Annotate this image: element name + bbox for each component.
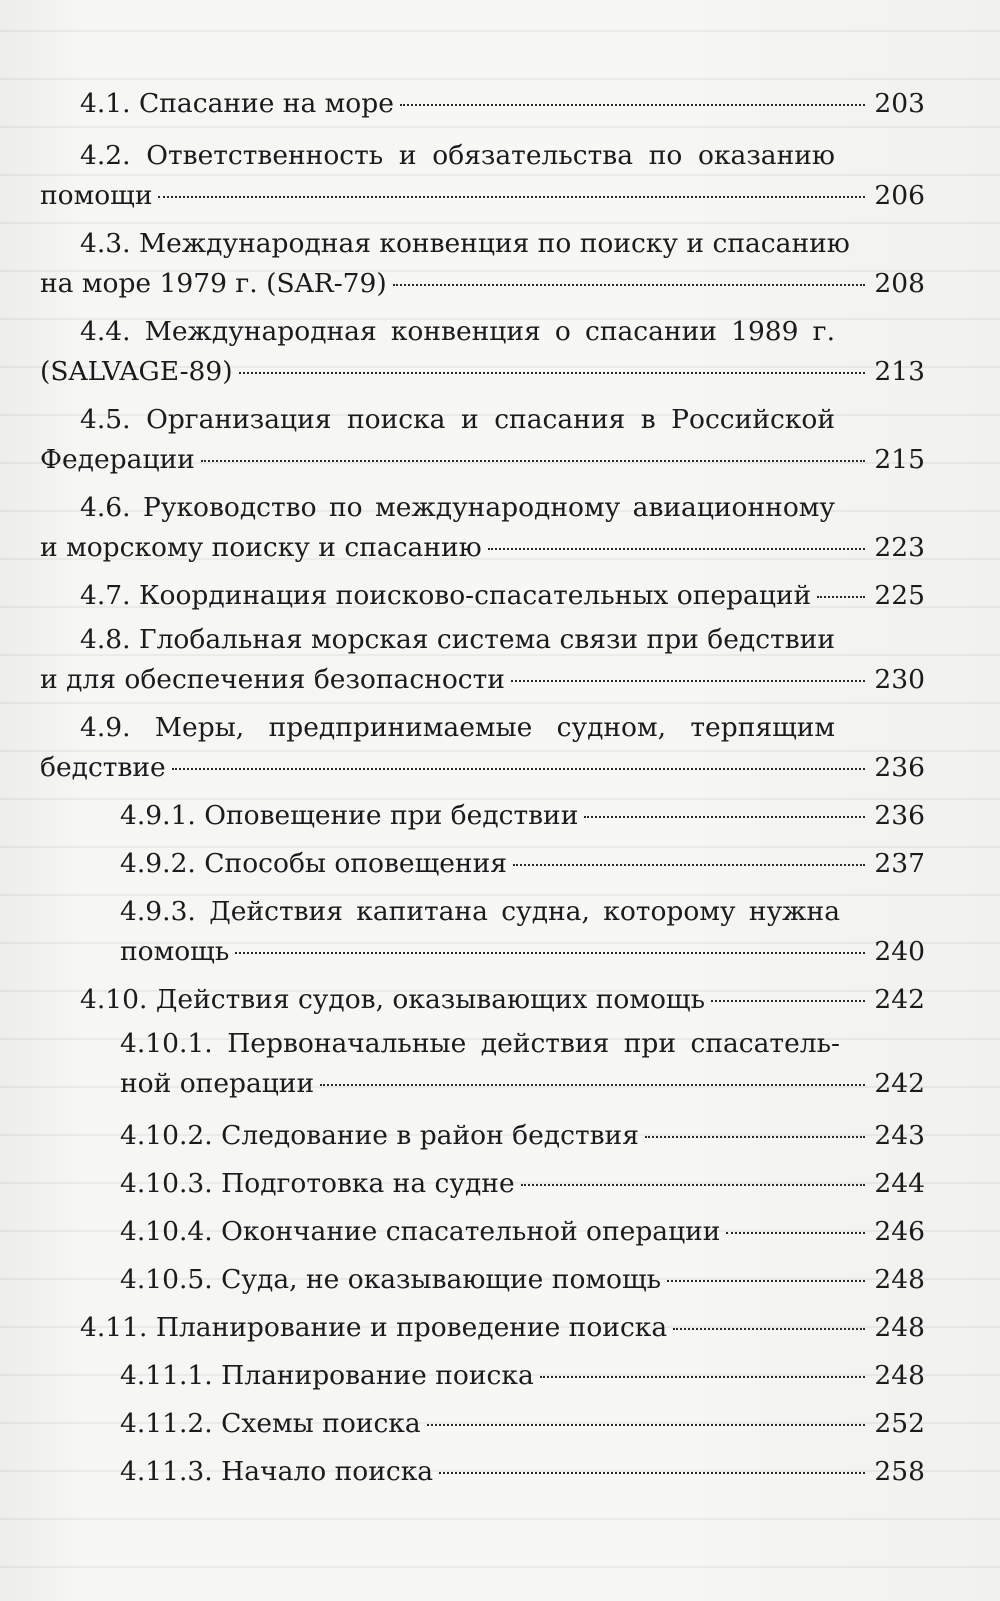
- toc-page: 236: [874, 800, 925, 831]
- toc-title: 4.11. Планирование и проведение поиска: [80, 1312, 668, 1343]
- toc-title: и для обеспечения безопасности: [40, 664, 505, 695]
- toc-page: 206: [874, 180, 925, 211]
- toc-title: 4.1. Спасание на море: [80, 88, 394, 119]
- toc-entry: [40, 1308, 925, 1348]
- toc-page: 208: [874, 268, 925, 299]
- dot-leader: [513, 864, 865, 866]
- toc-title: Федерации: [40, 444, 195, 475]
- toc-title: и морскому поиску и спасанию: [40, 532, 482, 563]
- dot-leader: [584, 816, 865, 818]
- toc-title-line1: 4.6. Руководство по международному авиационному: [80, 492, 835, 523]
- toc-entry: [120, 892, 925, 972]
- toc-page: 246: [874, 1216, 925, 1247]
- toc-title: 4.9.2. Способы оповещения: [120, 848, 507, 879]
- dot-leader: [427, 1424, 865, 1426]
- toc-title-line1: 4.3. Международная конвенция по поиску и спасанию: [80, 228, 850, 259]
- dot-leader: [320, 1084, 865, 1086]
- toc-title-line1: 4.9.3. Действия капитана судна, которому нужна: [120, 896, 840, 927]
- toc-title-line1: 4.4. Международная конвенция о спасании 1989 г.: [80, 316, 835, 347]
- toc-page: 242: [874, 1068, 925, 1099]
- dot-leader: [667, 1280, 865, 1282]
- dot-leader: [201, 460, 865, 462]
- toc-title: ной операции: [120, 1068, 315, 1099]
- toc-title: 4.11.3. Начало поиска: [120, 1456, 434, 1487]
- toc-entry: [120, 1116, 925, 1156]
- toc-page: 258: [874, 1456, 925, 1487]
- toc-entry: [40, 400, 925, 480]
- toc-page: 225: [874, 580, 925, 611]
- toc-page: 223: [874, 532, 925, 563]
- dot-leader: [488, 548, 865, 550]
- toc-title: 4.10.5. Суда, не оказывающие помощь: [120, 1264, 662, 1295]
- toc-page: 240: [874, 936, 925, 967]
- toc-entry: [120, 796, 925, 836]
- dot-leader: [439, 1472, 865, 1474]
- dot-leader: [511, 680, 865, 682]
- toc-title: на море 1979 г. (SAR-79): [40, 268, 387, 299]
- toc-title-line1: 4.5. Организация поиска и спасания в Российской: [80, 404, 835, 435]
- toc-title-line1: 4.9. Меры, предпринимаемые судном, терпящим: [80, 712, 835, 743]
- toc-page: 248: [874, 1264, 925, 1295]
- dot-leader: [540, 1376, 865, 1378]
- toc-page: 248: [874, 1360, 925, 1391]
- dot-leader: [711, 1000, 865, 1002]
- dot-leader: [239, 372, 865, 374]
- dot-leader: [400, 104, 865, 106]
- toc-page: 243: [874, 1120, 925, 1151]
- toc-entry: [120, 1164, 925, 1204]
- toc-entry: [120, 1260, 925, 1300]
- toc-page: 230: [874, 664, 925, 695]
- dot-leader: [726, 1232, 865, 1234]
- toc-title-line1: 4.2. Ответственность и обязательства по оказанию: [80, 140, 835, 171]
- toc-entry: [40, 980, 925, 1020]
- toc-title: бедствие: [40, 752, 166, 783]
- toc-title: помощь: [120, 936, 230, 967]
- toc-title: 4.9.1. Оповещение при бедствии: [120, 800, 579, 831]
- toc-entry: [120, 1452, 925, 1492]
- toc-title: 4.11.1. Планирование поиска: [120, 1360, 534, 1391]
- toc-entry: [40, 620, 925, 700]
- toc-entry: [40, 576, 925, 616]
- dot-leader: [393, 284, 865, 286]
- toc-entry: [120, 844, 925, 884]
- toc-page: 248: [874, 1312, 925, 1343]
- toc-page: 236: [874, 752, 925, 783]
- toc-entry: [40, 224, 925, 304]
- toc-title: помощи: [40, 180, 153, 211]
- dot-leader: [673, 1328, 865, 1330]
- toc-page: 244: [874, 1168, 925, 1199]
- toc-entry: [40, 488, 925, 568]
- toc-page: 252: [874, 1408, 925, 1439]
- toc-entry: [120, 1024, 925, 1104]
- toc-entry: [120, 1404, 925, 1444]
- toc-title-line1: 4.8. Глобальная морская система связи при бедствии: [80, 624, 835, 655]
- toc-page: 213: [874, 356, 925, 387]
- toc-entry: [40, 312, 925, 392]
- toc-title: 4.10. Действия судов, оказывающих помощь: [80, 984, 706, 1015]
- toc-page: 242: [874, 984, 925, 1015]
- dot-leader: [235, 952, 865, 954]
- toc-title-line1: 4.10.1. Первоначальные действия при спасатель-: [120, 1028, 840, 1059]
- toc-page: 215: [874, 444, 925, 475]
- toc-title: 4.10.3. Подготовка на судне: [120, 1168, 515, 1199]
- toc-page: 237: [874, 848, 925, 879]
- toc-entry: [40, 84, 925, 124]
- toc-title: 4.10.4. Окончание спасательной операции: [120, 1216, 721, 1247]
- toc-entry: [120, 1212, 925, 1252]
- dot-leader: [521, 1184, 865, 1186]
- toc-title: 4.11.2. Схемы поиска: [120, 1408, 421, 1439]
- dot-leader: [158, 196, 865, 198]
- dot-leader: [645, 1136, 865, 1138]
- toc-entry: [40, 708, 925, 788]
- toc-page: 203: [874, 88, 925, 119]
- toc-entry: [120, 1356, 925, 1396]
- dot-leader: [172, 768, 865, 770]
- toc-title: (SALVAGE-89): [40, 356, 233, 387]
- toc-title: 4.10.2. Следование в район бедствия: [120, 1120, 639, 1151]
- toc-entry: [40, 136, 925, 216]
- toc-title: 4.7. Координация поисково-спасательных операций: [80, 580, 812, 611]
- dot-leader: [817, 596, 865, 598]
